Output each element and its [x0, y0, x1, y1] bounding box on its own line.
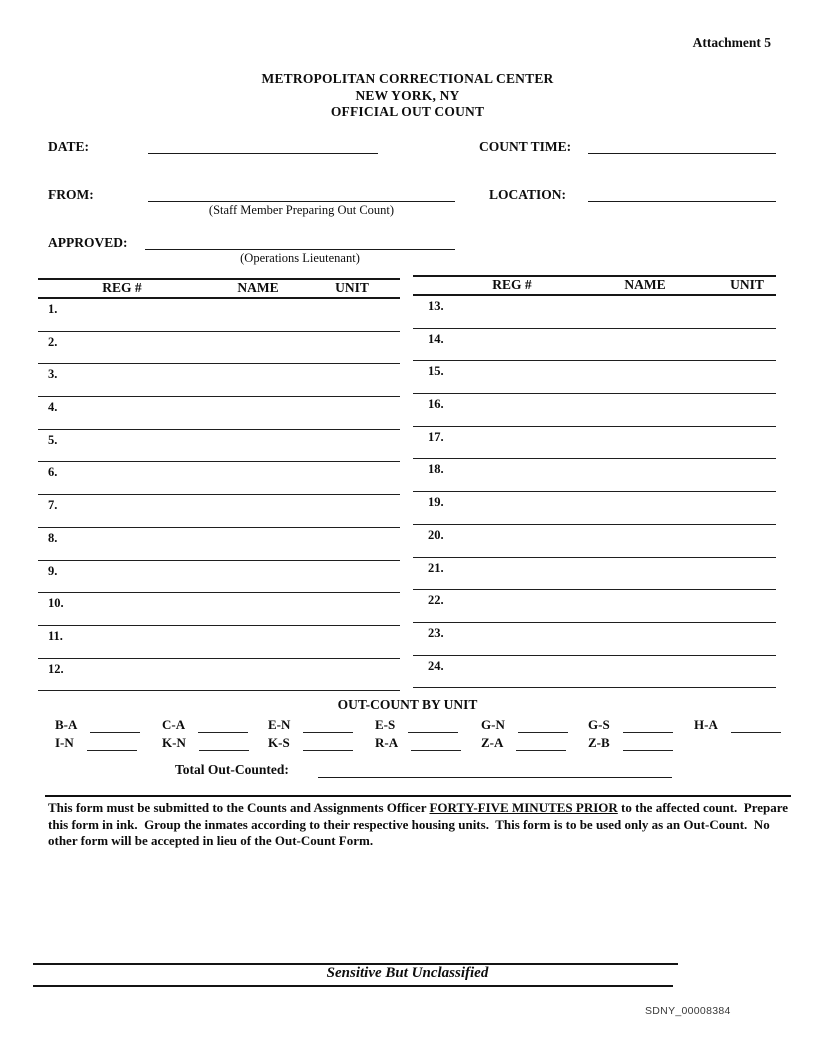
instructions-paragraph [48, 800, 793, 850]
roster-row-12 [38, 659, 400, 692]
unit-cell-ES [375, 717, 458, 733]
title-line-1: METROPOLITAN CORRECTIONAL CENTER [261, 71, 554, 86]
roster-row-18 [413, 459, 776, 492]
header-unit: UNIT [335, 280, 369, 295]
row-number: 10. [48, 596, 64, 611]
unit-label: I-N [55, 735, 74, 750]
approved-blank-line [145, 235, 455, 250]
instructions-part-2: to the affected count. Prepare this form in ink. Group the inmates according to their respective housing units. This form is to be used only as an Out-Count. No other form will be accepted in lieu of the Out-Count Form. [48, 800, 792, 848]
unit-blank-line [623, 721, 673, 733]
unit-cell-ZA [481, 735, 566, 751]
attachment-label: Attachment 5 [692, 35, 771, 50]
roster-header-left [38, 280, 400, 299]
row-number: 24. [428, 658, 444, 673]
out-count-by-unit-title: OUT-COUNT BY UNIT [337, 697, 478, 712]
row-number: 22. [428, 593, 444, 608]
total-out-counted-label: Total Out-Counted: [175, 762, 289, 777]
unit-cell-HA [694, 717, 781, 733]
unit-blank-line [411, 739, 461, 751]
row-number: 13. [428, 299, 444, 313]
unit-label: G-N [481, 717, 505, 732]
roster-row-6 [38, 462, 400, 495]
header-unit: UNIT [730, 277, 764, 292]
total-out-counted-blank-line [318, 762, 672, 778]
unit-label: H-A [694, 717, 718, 732]
header-reg-number: REG # [492, 277, 532, 292]
count-time-label: COUNT TIME: [479, 139, 572, 154]
unit-label: K-S [268, 735, 290, 750]
unit-cell-KN [162, 735, 249, 751]
roster-row-8 [38, 528, 400, 561]
roster-row-21 [413, 558, 776, 591]
roster-row-15 [413, 361, 776, 394]
row-number: 15. [428, 364, 444, 379]
unit-cell-GN [481, 717, 568, 733]
approved-caption: (Operations Lieutenant) [240, 251, 360, 265]
title-line-2: NEW YORK, NY [355, 87, 460, 103]
row-number: 8. [48, 530, 58, 545]
row-number: 17. [428, 429, 444, 444]
unit-cell-KS [268, 735, 353, 751]
unit-blank-line [408, 721, 458, 733]
unit-label: C-A [162, 717, 186, 732]
from-blank-line [148, 187, 455, 202]
unit-blank-line [518, 721, 568, 733]
unit-cell-GS [588, 717, 673, 733]
unit-cell-IN [55, 735, 137, 751]
unit-blank-line [87, 739, 137, 751]
row-number: 9. [48, 563, 58, 578]
roster-row-7 [38, 495, 400, 528]
unit-blank-line [198, 721, 248, 733]
roster-row-20 [413, 525, 776, 558]
row-number: 20. [428, 527, 444, 542]
approved-label: APPROVED: [48, 235, 128, 250]
unit-blank-line [199, 739, 249, 751]
roster-row-19 [413, 492, 776, 525]
underlined-phrase: FORTY-FIVE MINUTES PRIOR [429, 800, 618, 815]
roster-row-23 [413, 623, 776, 656]
instructions-part-1: This form must be submitted to the Counts and Assignments Officer [48, 800, 430, 815]
unit-label: G-S [588, 717, 610, 732]
roster-row-4 [38, 397, 400, 430]
unit-label: Z-B [588, 735, 610, 750]
header-name: NAME [237, 280, 279, 295]
roster-row-24 [413, 656, 776, 689]
row-number: 12. [48, 661, 64, 676]
unit-blank-line [516, 739, 566, 751]
unit-label: E-S [375, 717, 396, 732]
roster-row-5 [38, 430, 400, 463]
unit-cell-EN [268, 717, 353, 733]
row-number: 5. [48, 432, 58, 447]
unit-blank-line [731, 721, 781, 733]
row-number: 2. [48, 334, 58, 349]
location-blank-line [588, 187, 776, 202]
unit-cell-CA [162, 717, 248, 733]
roster-row-3 [38, 364, 400, 397]
unit-cell-BA [55, 717, 140, 733]
form-title [0, 71, 815, 121]
roster-row-16 [413, 394, 776, 427]
bates-number: SDNY_00008384 [645, 1005, 731, 1017]
roster-row-1 [38, 299, 400, 332]
roster-row-22 [413, 590, 776, 623]
roster-row-14 [413, 329, 776, 362]
classification-text: Sensitive But Unclassified [326, 965, 489, 981]
instructions-top-rule [45, 795, 791, 797]
unit-cell-RA [375, 735, 461, 751]
title-line-3: OFFICIAL OUT COUNT [330, 104, 485, 119]
unit-blank-line [303, 721, 353, 733]
roster-row-17 [413, 427, 776, 460]
unit-label: R-A [375, 735, 399, 750]
row-number: 19. [428, 495, 444, 510]
count-time-blank-line [588, 139, 776, 154]
unit-cell-ZB [588, 735, 673, 751]
location-label: LOCATION: [489, 187, 567, 202]
header-name: NAME [624, 277, 666, 292]
row-number: 11. [48, 628, 63, 643]
row-number: 16. [428, 397, 444, 412]
unit-blank-line [90, 721, 140, 733]
roster-row-13 [413, 296, 776, 329]
row-number: 18. [428, 462, 444, 477]
roster-row-2 [38, 332, 400, 365]
date-blank-line [148, 139, 378, 154]
roster-row-10 [38, 593, 400, 626]
classification-rule-bottom [33, 985, 673, 987]
from-caption: (Staff Member Preparing Out Count) [208, 203, 395, 217]
row-number: 3. [48, 367, 58, 382]
row-number: 1. [48, 302, 58, 316]
date-label: DATE: [48, 139, 90, 154]
row-number: 21. [428, 560, 444, 575]
roster-left-column [38, 278, 400, 691]
row-number: 14. [428, 331, 444, 346]
row-number: 7. [48, 498, 58, 513]
roster-right-column [413, 275, 776, 688]
unit-blank-line [303, 739, 353, 751]
unit-label: K-N [162, 735, 186, 750]
roster-row-9 [38, 561, 400, 594]
unit-blank-line [623, 739, 673, 751]
unit-label: B-A [55, 717, 78, 732]
roster-header-right [413, 277, 776, 296]
header-reg-number: REG # [102, 280, 142, 295]
unit-label: Z-A [481, 735, 504, 750]
from-label: FROM: [48, 187, 94, 202]
row-number: 6. [48, 465, 58, 480]
unit-label: E-N [268, 717, 291, 732]
row-number: 23. [428, 625, 444, 640]
row-number: 4. [48, 400, 58, 415]
roster-row-11 [38, 626, 400, 659]
